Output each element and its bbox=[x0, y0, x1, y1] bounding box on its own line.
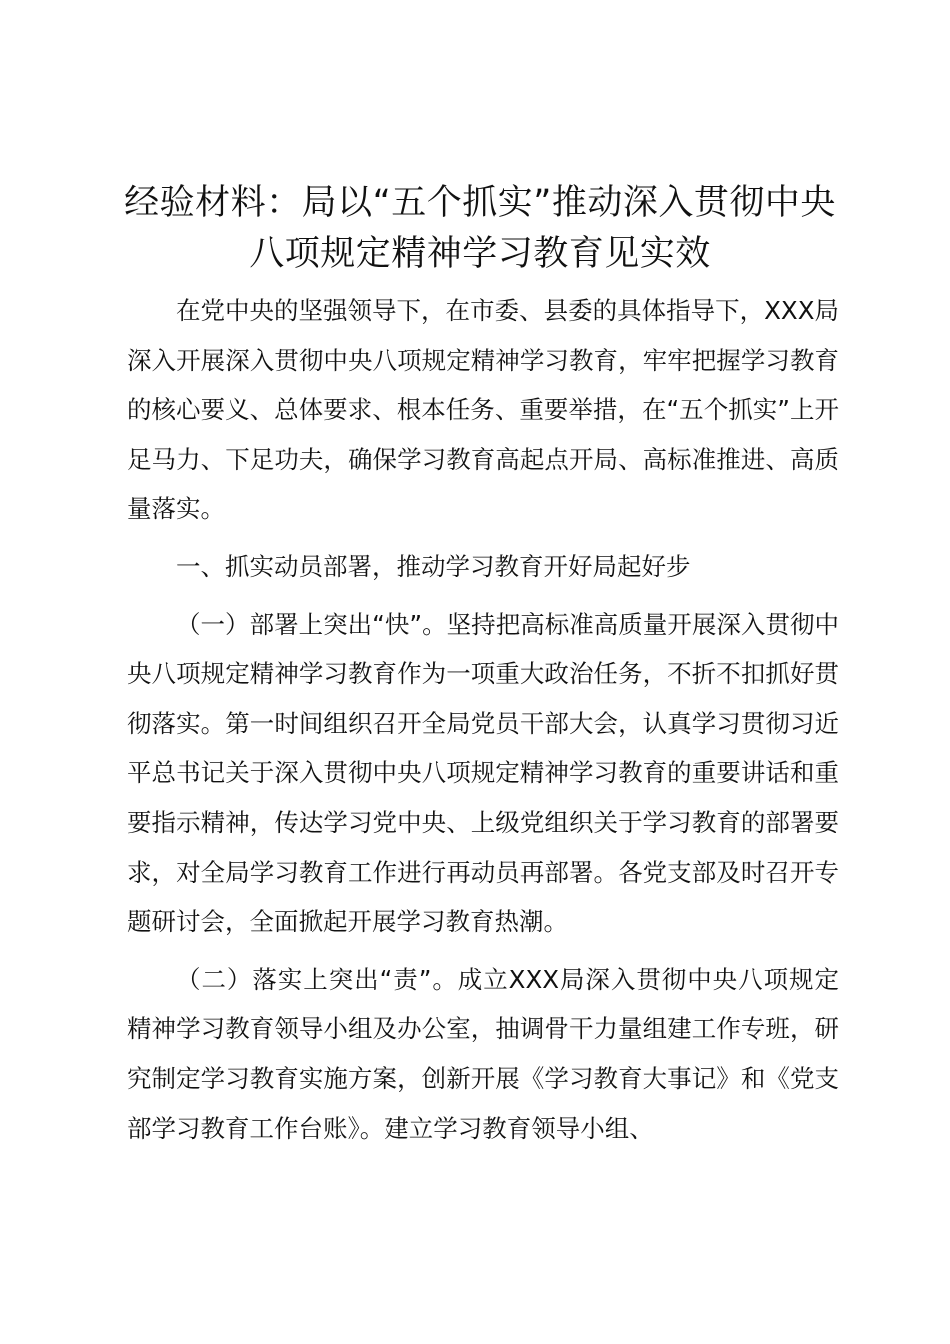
document-title: 经验材料：局以“五个抓实”推动深入贯彻中央八项规定精神学习教育见实效 bbox=[124, 183, 836, 274]
paragraph-1: （一）部署上突出“快”。坚持把高标准高质量开展深入贯彻中央八项规定精神学习教育作为一项重大政治任务，不折不扣抓好贯彻落实。第一时间组织召开全局党员干部大会，认真学习贯彻习近平总书记关于深入贯彻中央八项规定精神学习教育的重要讲话和重要指示精神，传达学习党中央、上级党组织关于学习教育的部署要求，对全局学习教育工作进行再动员再部署。各党支部及时召开专题研讨会，全面掀起开展学习教育热潮。 bbox=[127, 609, 839, 937]
document-body bbox=[127, 286, 839, 1153]
section-heading-1: 一、抓实动员部署，推动学习教育开好局起好步 bbox=[176, 551, 691, 581]
paragraph-2: （二）落实上突出“责”。成立XXX局深入贯彻中央八项规定精神学习教育领导小组及办公室，抽调骨干力量组建工作专班，研究制定学习教育实施方案，创新开展《学习教育大事记》和《党支部学习教育工作台账》。建立学习教育领导小组、 bbox=[127, 964, 839, 1143]
intro-paragraph: 在党中央的坚强领导下，在市委、县委的具体指导下，XXX局深入开展深入贯彻中央八项规定精神学习教育，牢牢把握学习教育的核心要义、总体要求、根本任务、重要举措，在“五个抓实”上开足马力、下足功夫，确保学习教育高起点开局、高标准推进、高质量落实。 bbox=[127, 296, 839, 524]
